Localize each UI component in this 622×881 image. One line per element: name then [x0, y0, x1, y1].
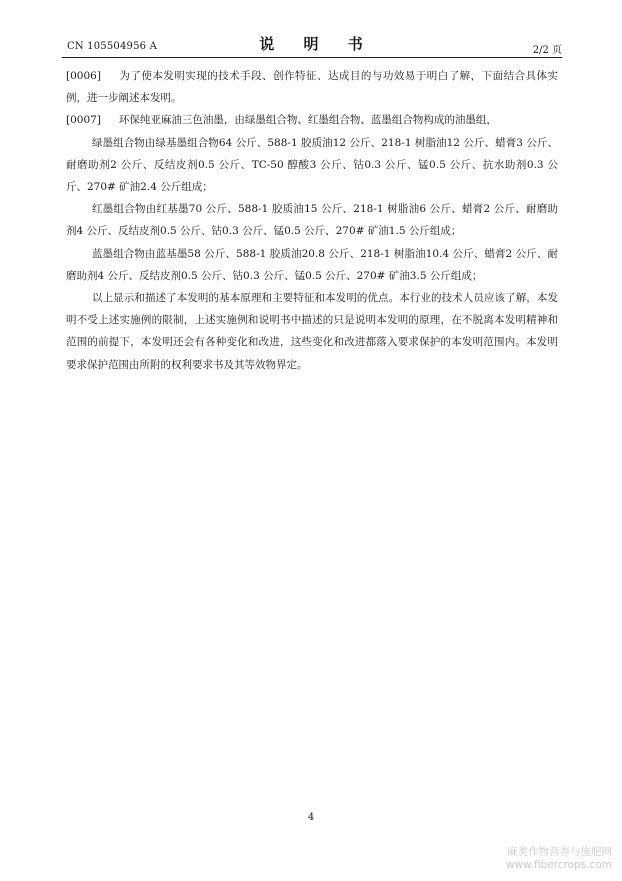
blue-ink-composition: 蓝墨组合物由蓝基墨58 公斤、588-1 胶质油20.8 公斤、218-1 树脂油10.4 公斤、蜡膏2 公斤、耐磨助剂4 公斤、反结皮剂0.5 公斤、钴0.3 公斤、锰0.5 公斤、270# 矿油3.5 公斤组成；: [66, 247, 558, 282]
paragraph-0007: [66, 109, 558, 131]
page-indicator: 2/2 页: [532, 45, 562, 56]
watermark: [506, 846, 612, 872]
paragraph-number: [0007]: [66, 114, 101, 127]
closing-statement: 以上显示和描述了本发明的基本原理和主要特征和本发明的优点。本行业的技术人员应该了解，本发明不受上述实施例的限制，上述实施例和说明书中描述的只是说明本发明的原理，在不脱离本发明精神和范围的前提下，本发明还会有各种变化和改进，这些变化和改进都落入要求保护的本发明范围内。本发明要求保护范围由所附的权利要求书及其等效物界定。: [66, 292, 558, 371]
patent-number: CN 105504956 A: [67, 41, 158, 52]
green-ink-composition: 绿墨组合物由绿基墨组合物64 公斤、588-1 胶质油12 公斤、218-1 树脂油12 公斤、蜡膏3 公斤、耐磨助剂2 公斤、反结皮剂0.5 公斤、TC-50 醇酸3 公斤、钴0.3 公斤、锰0.5 公斤、抗水助剂0.3 公斤、270# 矿油2.4 公斤组成；: [66, 136, 558, 194]
watermark-url: www.fibercrops.com: [505, 859, 612, 871]
page-number: 4: [307, 812, 315, 823]
page-title: 说 明 书: [259, 35, 375, 53]
paragraph-text: 环保纯亚麻油三色油墨，由绿墨组合物、红墨组合物、蓝墨组合物构成的油墨组，: [118, 114, 497, 127]
header-divider: [62, 57, 562, 58]
paragraph-text: 为了使本发明实现的技术手段、创作特征、达成目的与功效易于明白了解，下面结合具体实例，进一步阐述本发明。: [66, 70, 558, 105]
document-body: [66, 65, 558, 376]
red-ink-composition: 红墨组合物由红基墨70 公斤、588-1 胶质油15 公斤、218-1 树脂油6 公斤、蜡膏2 公斤、耐磨助剂4 公斤、反结皮剂0.5 公斤、钴0.3 公斤、锰0.5 公斤、270# 矿油1.5 公斤组成；: [66, 203, 558, 238]
watermark-title: 麻类作物营养与施肥网: [507, 846, 612, 858]
paragraph-0006: [66, 65, 558, 109]
paragraph-number: [0006]: [66, 70, 101, 82]
